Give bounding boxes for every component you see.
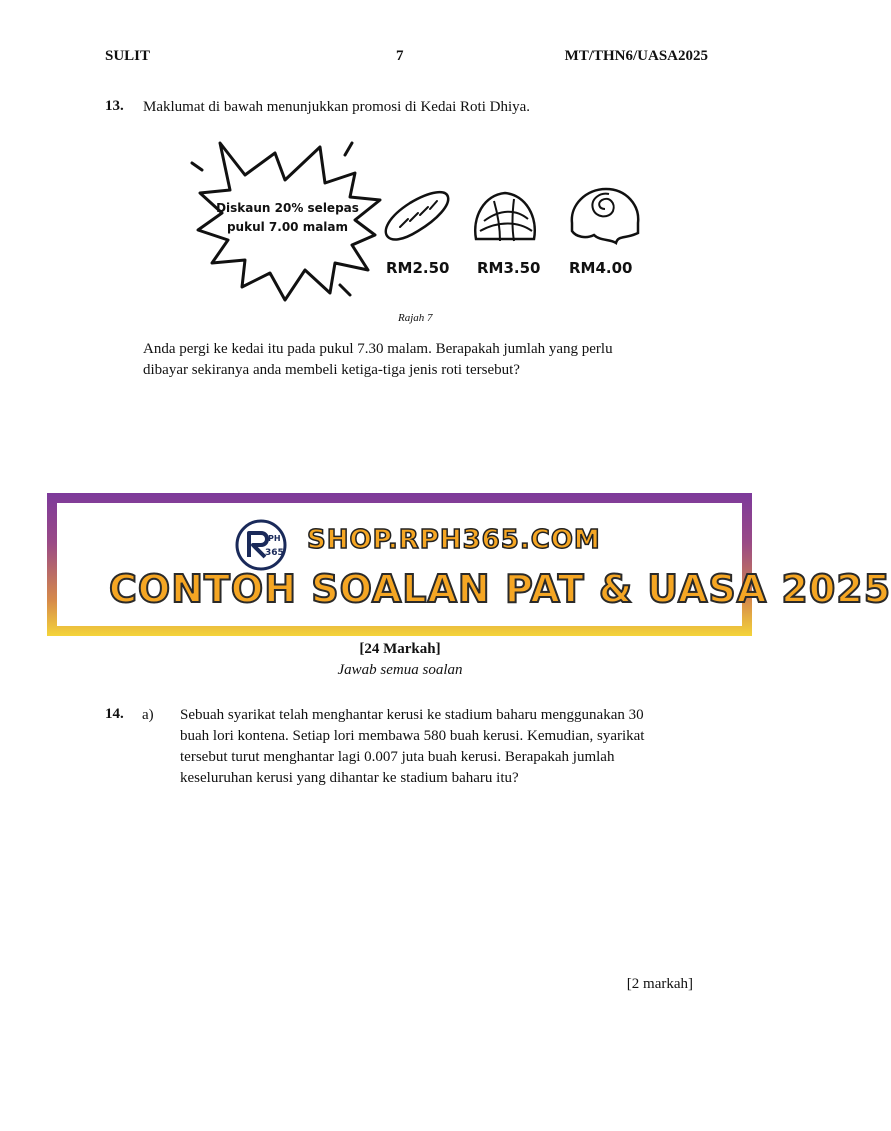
round-bread-icon — [470, 187, 540, 249]
baguette-icon — [380, 187, 452, 245]
question-14a-line-3: tersebut turut menghantar lagi 0.007 juta buah kerusi. Berapakah jumlah — [180, 749, 615, 765]
question-13-line-1: Anda pergi ke kedai itu pada pukul 7.30 malam. Berapakah jumlah yang perlu — [143, 341, 613, 357]
promo-line-1: Diskaun 20% selepas — [216, 201, 359, 215]
header-right: MT/THN6/UASA2025 — [564, 48, 708, 64]
question-14-number: 14. — [105, 706, 124, 722]
section-instruction: Jawab semua soalan — [337, 662, 463, 678]
svg-text:PH: PH — [268, 534, 281, 543]
price-cinnamon-roll: RM4.00 — [569, 259, 633, 277]
figure-caption: Rajah 7 — [398, 312, 433, 324]
banner-title: CONTOH SOALAN PAT & UASA 2025 — [109, 567, 891, 611]
question-13-number: 13. — [105, 98, 124, 114]
section-marks: [24 Markah] — [359, 641, 441, 657]
page-number: 7 — [396, 48, 404, 64]
question-13-line-2: dibayar sekiranya anda membeli ketiga-tiga jenis roti tersebut? — [143, 362, 520, 378]
question-14a-marks: [2 markah] — [626, 976, 693, 992]
question-14a-line-2: buah lori kontena. Setiap lori membawa 580 buah kerusi. Kemudian, syarikat — [180, 728, 645, 744]
price-baguette: RM2.50 — [386, 259, 450, 277]
price-round-bread: RM3.50 — [477, 259, 541, 277]
cinnamon-roll-icon — [566, 183, 644, 249]
question-14-part: a) — [142, 707, 154, 723]
promo-line-2: pukul 7.00 malam — [226, 220, 349, 234]
question-13-intro: Maklumat di bawah menunjukkan promosi di Kedai Roti Dhiya. — [143, 99, 531, 115]
svg-text:365: 365 — [265, 548, 284, 558]
shop-url: SHOP.RPH365.COM — [307, 525, 601, 555]
question-13-text — [143, 339, 613, 381]
header-left: SULIT — [105, 48, 151, 64]
figure-7 — [190, 135, 660, 305]
question-14a-line-4: keseluruhan kerusi yang dihantar ke stadium baharu itu? — [180, 770, 519, 786]
promo-text — [205, 199, 370, 237]
question-14a-line-1: Sebuah syarikat telah menghantar kerusi ke stadium baharu menggunakan 30 — [180, 707, 644, 723]
question-14a-text — [180, 705, 644, 789]
rph365-logo-icon — [235, 519, 287, 571]
watermark-banner — [47, 493, 891, 636]
